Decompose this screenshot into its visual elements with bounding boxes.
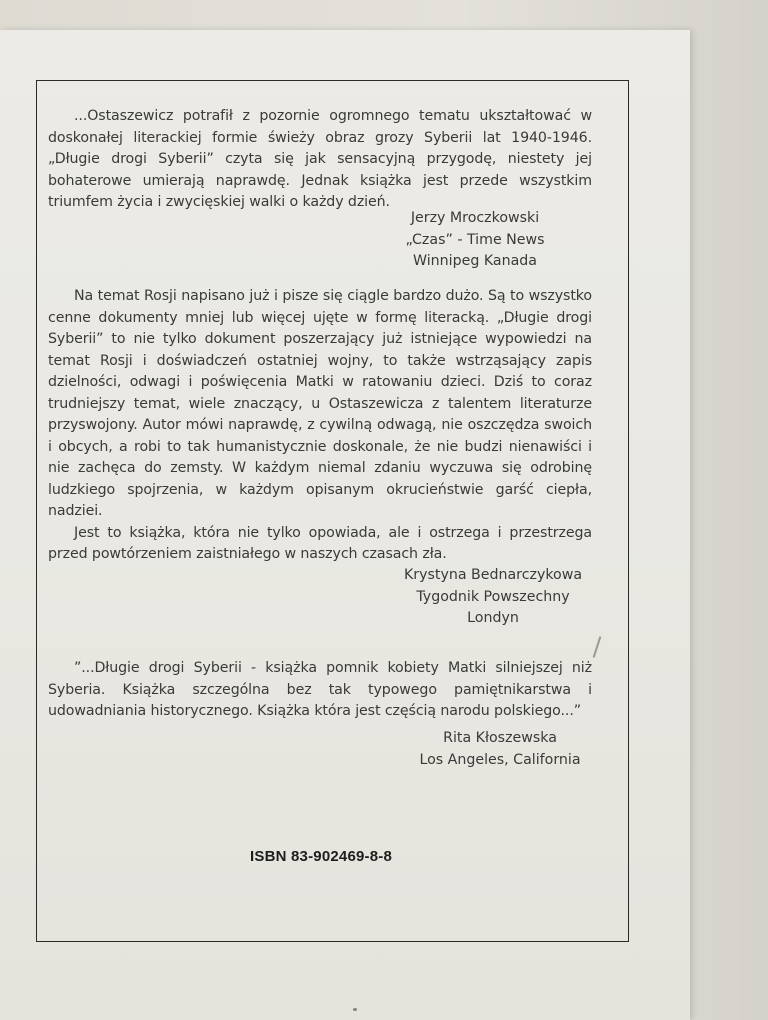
review-1-signature bbox=[390, 208, 560, 273]
review-1-publication: „Czas” - Time News bbox=[405, 231, 545, 248]
review-3-signature bbox=[410, 728, 590, 771]
review-1 bbox=[48, 106, 592, 214]
review-1-text: ...Ostaszewicz potrafił z pozornie ogromnego tematu ukształtować w doskonałej literackiej formie świeży obraz grozy Syberii lat 1940-1946. „Długie drogi Syberii” czyta się jak sensacyjną przygodę, niestety jej bohaterowe umierają naprawdę. Jednak książka jest przede wszystkim triumfem życia i zwycięskiej walki o każdy dzień. bbox=[48, 108, 592, 210]
review-3-location: Los Angeles, California bbox=[419, 751, 581, 768]
review-1-author: Jerzy Mroczkowski bbox=[410, 210, 540, 226]
review-3-text: ”...Długie drogi Syberii - książka pomnik kobiety Matki silniejszej niż Syberia. Książka szczególna bez tak typowego pamiętnikarstwa i udowadniania historycznego. Książka która jest częścią narodu polskiego...” bbox=[48, 660, 592, 719]
review-1-location: Winnipeg Kanada bbox=[413, 253, 537, 269]
review-2-paragraph-1: Na temat Rosji napisano już i pisze się ciągle bardzo dużo. Są to wszystko cenne dokumenty mniej lub więcej ujęte w formę literacką. „Długie drogi Syberii” to nie tylko dokument poszerzający już istniejące wypowiedzi na temat Rosji i doświadczeń ostatniej wojny, to także wstrząsający zapis dzielności, odwagi i poświęcenia Matki w ratowaniu dzieci. Dziś to coraz trudniejszy temat, wiele znaczący, u Ostaszewicza z talentem literaturze przyswojony. Autor mówi naprawdę, z cywilną odwagą, nie oszczędza swoich i obcych, a robi to tak humanistycznie doskonale, że nie budzi nienawiści i nie zachęca do zemsty. W każdym niemal zdaniu wyczuwa się odrobinę ludzkiego spojrzenia, w każdym opisanym okrucieństwie garść ciepła, nadziei. bbox=[48, 288, 592, 519]
surface-speck bbox=[353, 1008, 357, 1011]
review-2-author: Krystyna Bednarczykowa bbox=[403, 567, 583, 583]
review-2 bbox=[48, 286, 592, 566]
review-2-signature bbox=[398, 565, 588, 630]
isbn-number: ISBN 83-902469-8-8 bbox=[250, 848, 393, 865]
review-2-publication: Tygodnik Powszechny bbox=[416, 588, 570, 605]
review-3 bbox=[48, 658, 592, 723]
review-2-location: Londyn bbox=[467, 610, 519, 626]
review-3-author: Rita Kłoszewska bbox=[443, 730, 557, 746]
review-2-paragraph-2: Jest to książka, która nie tylko opowiada, ale i ostrzega i przestrzega przed powtórzeniem zaistniałego w naszych czasach zła. bbox=[48, 524, 592, 562]
book-back-cover bbox=[0, 30, 690, 1020]
